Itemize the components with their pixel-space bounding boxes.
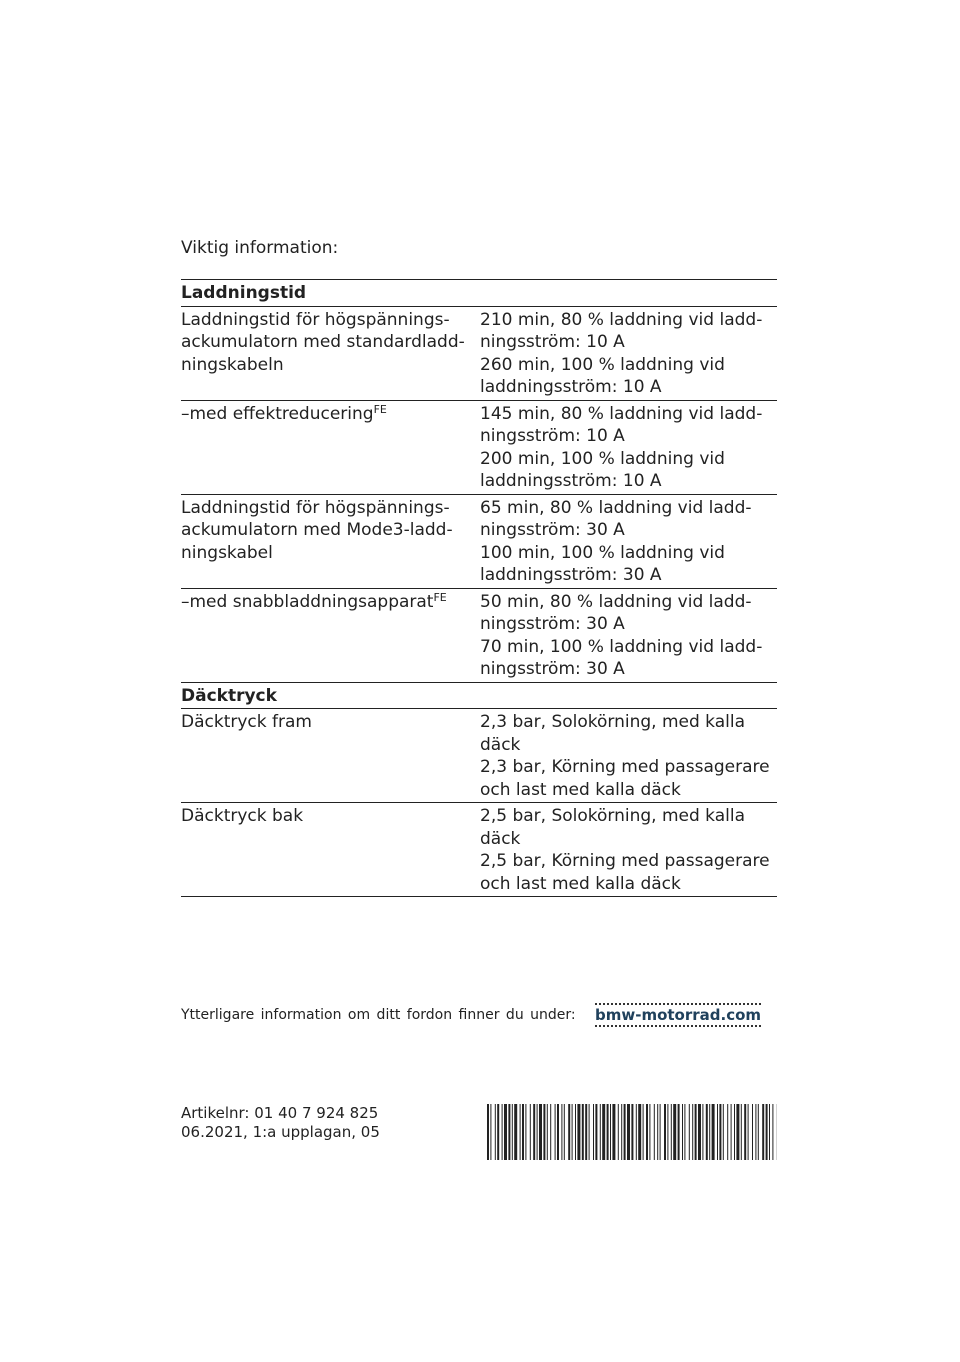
row-values <box>480 309 777 399</box>
barcode-bar <box>533 1104 535 1160</box>
barcode-bar <box>582 1104 584 1160</box>
barcode-bar <box>577 1104 580 1160</box>
barcode-bar <box>741 1104 742 1160</box>
barcode-bar <box>539 1104 542 1160</box>
barcode-bar <box>660 1104 661 1160</box>
barcode-bar <box>602 1104 605 1160</box>
table-row <box>181 306 777 400</box>
barcode-bar <box>762 1104 764 1160</box>
row-value: 2,3 bar, Solokörning, med kalla däck <box>480 712 746 755</box>
barcode-bar <box>490 1104 491 1160</box>
barcode-bar <box>717 1104 718 1160</box>
table-row <box>181 802 777 897</box>
barcode-bar <box>530 1104 531 1160</box>
barcode-bar <box>610 1104 611 1160</box>
barcode-bar <box>664 1104 666 1160</box>
barcode-bar <box>593 1104 594 1160</box>
barcode-bar <box>755 1104 756 1160</box>
row-value: 50 min, 80 % laddning vid ladd-ningsström: 30 A <box>480 591 752 634</box>
barcode-bar <box>612 1104 615 1160</box>
section-title-tire-pressure: Däcktryck <box>181 682 777 709</box>
barcode-bar <box>525 1104 526 1160</box>
barcode-bar <box>547 1104 548 1160</box>
row-value: 2,5 bar, Körning med passagerare och last med kalla däck <box>480 851 770 894</box>
row-value: 145 min, 80 % laddning vid ladd-ningsström: 10 A <box>480 403 763 446</box>
barcode-bar <box>572 1104 573 1160</box>
barcode-bar <box>689 1104 690 1160</box>
barcode-bar <box>649 1104 650 1160</box>
page-heading: Viktig information: <box>181 238 339 258</box>
row-label: –med snabbladdningsapparat$^{FE}$ <box>181 590 447 612</box>
barcode-bar <box>495 1104 496 1160</box>
footnote-marker: FE <box>433 590 447 604</box>
barcode-bar <box>550 1104 551 1160</box>
row-values <box>480 711 777 801</box>
table-row <box>181 588 777 682</box>
barcode-bar <box>561 1104 562 1160</box>
barcode-bar <box>678 1104 680 1160</box>
row-values <box>480 591 777 681</box>
barcode-bar <box>692 1104 693 1160</box>
row-values <box>480 805 777 895</box>
barcode-bar <box>744 1104 746 1160</box>
barcode-bar <box>512 1104 513 1160</box>
row-value: 70 min, 100 % laddning vid ladd-ningsström: 30 A <box>480 636 763 679</box>
barcode-bar <box>769 1104 770 1160</box>
row-value: 210 min, 80 % laddning vid ladd-ningsström: 10 A <box>480 309 763 352</box>
barcode-bar <box>537 1104 538 1160</box>
barcode-bar <box>712 1104 715 1160</box>
barcode <box>487 1104 777 1160</box>
row-label: Laddningstid för högspännings-ackumulatorn med Mode3-ladd-ningskabel <box>181 497 453 563</box>
section-title-charging: Laddningstid <box>181 279 777 306</box>
barcode-bar <box>487 1104 489 1160</box>
barcode-bar <box>654 1104 655 1160</box>
barcode-bar <box>624 1104 626 1160</box>
article-number: Artikelnr: 01 40 7 924 825 <box>181 1104 379 1122</box>
barcode-bar <box>522 1104 524 1160</box>
barcode-bar <box>748 1104 749 1160</box>
barcode-bar <box>636 1104 637 1160</box>
row-value: 260 min, 100 % laddning vid laddningsström: 10 A <box>480 354 725 397</box>
barcode-bar <box>695 1104 697 1160</box>
barcode-bar <box>575 1104 576 1160</box>
barcode-bar <box>682 1104 683 1160</box>
barcode-bar <box>698 1104 701 1160</box>
barcode-bar <box>702 1104 703 1160</box>
barcode-bar <box>766 1104 768 1160</box>
barcode-bar <box>671 1104 672 1160</box>
barcode-bar <box>600 1104 601 1160</box>
barcode-bar <box>706 1104 708 1160</box>
table-row <box>181 708 777 802</box>
barcode-bar <box>731 1104 732 1160</box>
row-label: Däcktryck bak <box>181 806 304 826</box>
barcode-bar <box>734 1104 735 1160</box>
barcode-bar <box>514 1104 517 1160</box>
barcode-bar <box>719 1104 721 1160</box>
barcode-bar <box>643 1104 644 1160</box>
article-info <box>181 1104 380 1142</box>
spec-table <box>181 279 777 897</box>
row-values <box>480 497 777 587</box>
barcode-bar <box>607 1104 609 1160</box>
barcode-bar <box>646 1104 648 1160</box>
barcode-bar <box>758 1104 759 1160</box>
row-label: Laddningstid för högspännings-ackumulatorn med standardladd-ningskabeln <box>181 309 465 375</box>
footnote-marker: FE <box>373 402 387 416</box>
barcode-bar <box>727 1104 728 1160</box>
row-value: 2,3 bar, Körning med passagerare och last med kalla däck <box>480 757 770 800</box>
row-label: –med effektreducering$^{FE}$ <box>181 402 387 424</box>
barcode-bar <box>657 1104 658 1160</box>
barcode-bar <box>631 1104 633 1160</box>
barcode-bar <box>621 1104 622 1160</box>
barcode-bar <box>684 1104 685 1160</box>
row-values <box>480 403 777 493</box>
barcode-bar <box>723 1104 724 1160</box>
row-value: 65 min, 80 % laddning vid ladd-ningsström: 30 A <box>480 497 752 540</box>
barcode-bar <box>589 1104 590 1160</box>
website-link[interactable]: bmw-motorrad.com <box>595 1003 761 1027</box>
barcode-bar <box>585 1104 587 1160</box>
barcode-bar <box>736 1104 739 1160</box>
barcode-bar <box>772 1104 773 1160</box>
barcode-bar <box>520 1104 521 1160</box>
barcode-bar <box>638 1104 641 1160</box>
more-info-text: Ytterligare information om ditt fordon finner du under: <box>181 1007 576 1023</box>
barcode-bar <box>618 1104 619 1160</box>
barcode-bar <box>595 1104 597 1160</box>
barcode-bar <box>564 1104 565 1160</box>
barcode-bar <box>555 1104 556 1160</box>
barcode-bar <box>568 1104 570 1160</box>
barcode-bar <box>557 1104 559 1160</box>
barcode-bar <box>502 1104 503 1160</box>
barcode-bar <box>508 1104 510 1160</box>
table-row <box>181 494 777 588</box>
edition: 06.2021, 1:a upplagan, 05 <box>181 1123 380 1141</box>
barcode-bar <box>627 1104 630 1160</box>
barcode-bar <box>752 1104 753 1160</box>
barcode-bar <box>667 1104 668 1160</box>
barcode-bar <box>504 1104 507 1160</box>
row-value: 100 min, 100 % laddning vid laddningsström: 30 A <box>480 542 725 585</box>
row-value: 200 min, 100 % laddning vid laddningsström: 10 A <box>480 448 725 491</box>
table-row <box>181 400 777 494</box>
row-label: Däcktryck fram <box>181 712 312 732</box>
barcode-bar <box>709 1104 710 1160</box>
row-value: 2,5 bar, Solokörning, med kalla däck <box>480 806 746 849</box>
barcode-bar <box>497 1104 499 1160</box>
barcode-bar <box>673 1104 676 1160</box>
barcode-bar <box>543 1104 545 1160</box>
